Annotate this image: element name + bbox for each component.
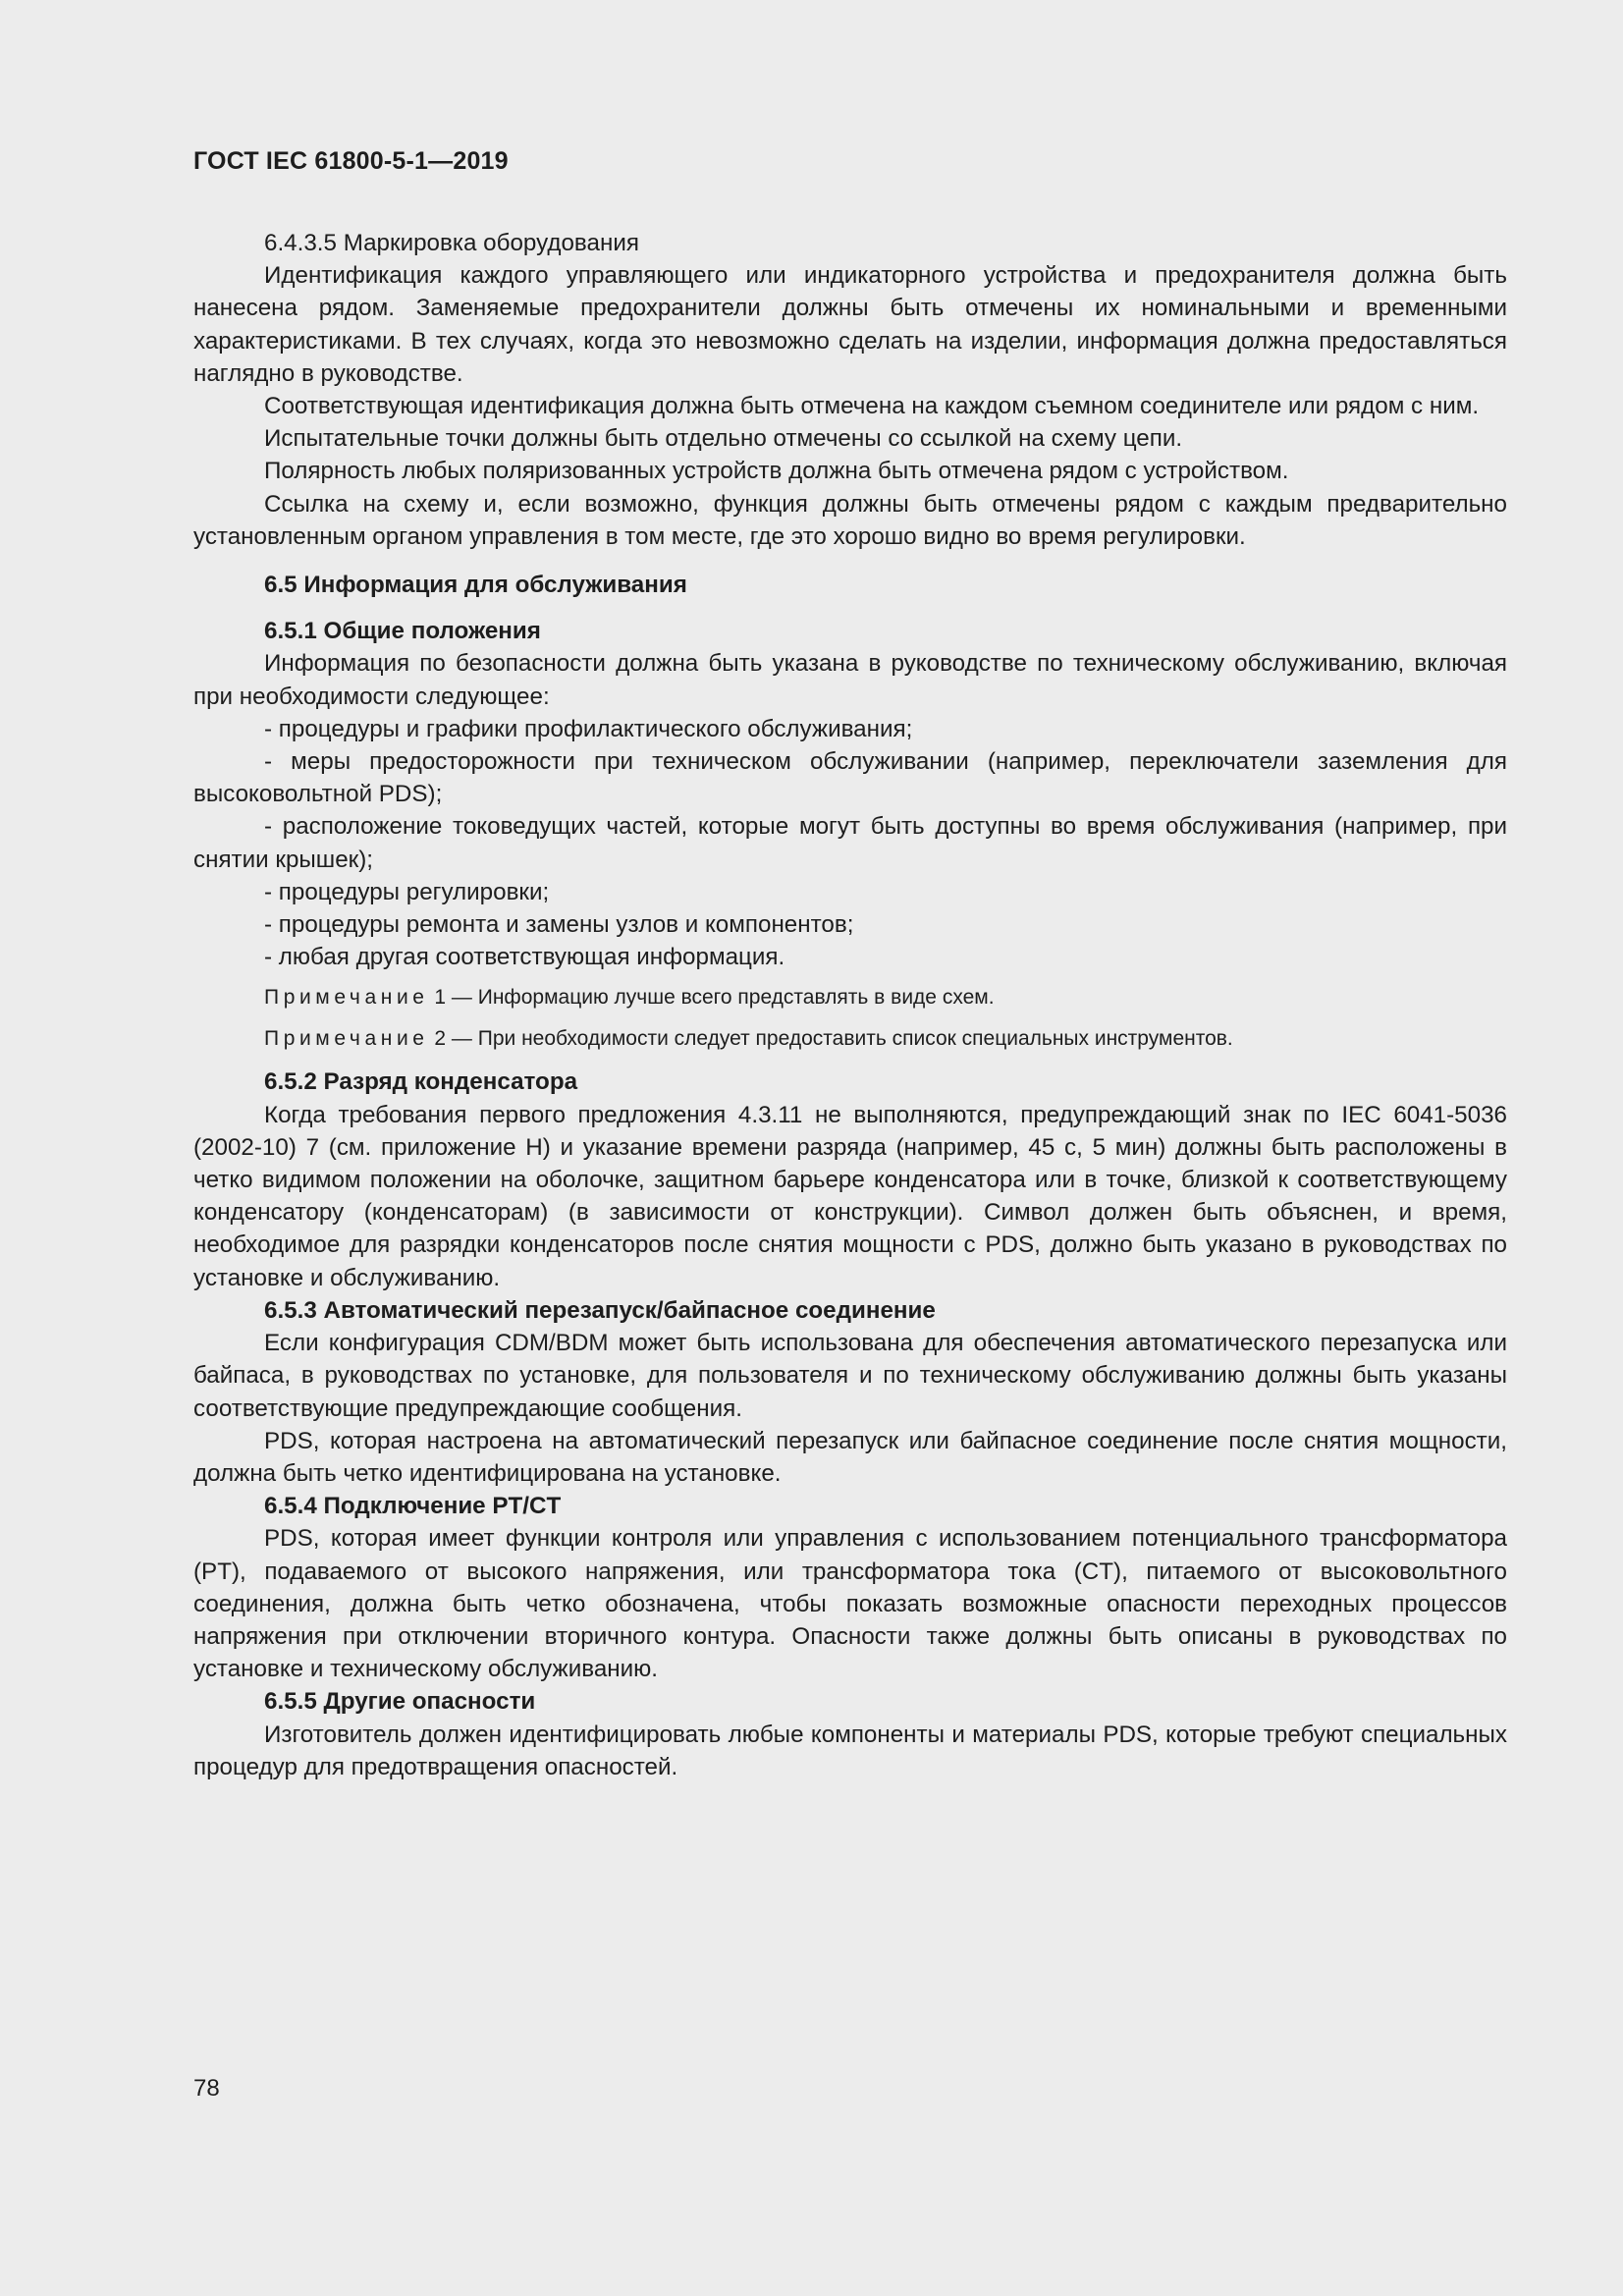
list-item: - меры предосторожности при техническом обслуживании (например, переключатели заземления для высоковольтной PDS); [193, 748, 1507, 808]
note-2-text: 2 — При необходимости следует предоставить список специальных инструментов. [428, 1027, 1233, 1051]
section-6-5-3-paragraph-1: Если конфигурация CDM/BDM может быть использована для обеспечения автоматического перезапуска или байпаса, в руководствах по установке, для пользователя и по техническому обслуживанию должны быть указаны соответствующие предупреждающие сообщения. [193, 1330, 1507, 1422]
list-item: - процедуры ремонта и замены узлов и компонентов; [264, 911, 854, 939]
list-item: - расположение токоведущих частей, которые могут быть доступны во время обслуживания (например, при снятии крышек); [193, 813, 1507, 873]
clause-6-4-3-5-paragraph-4: Полярность любых поляризованных устройств должна быть отмечена рядом с устройством. [264, 458, 1289, 485]
clause-6-4-3-5-paragraph-3: Испытательные точки должны быть отдельно отмечены со ссылкой на схему цепи. [264, 425, 1183, 453]
document-body [193, 227, 1507, 1783]
section-6-5-1-title: 6.5.1 Общие положения [264, 618, 541, 645]
section-6-5-5-title: 6.5.5 Другие опасности [264, 1688, 536, 1716]
section-6-5-title: 6.5 Информация для обслуживания [264, 572, 687, 599]
page-number: 78 [193, 2075, 220, 2102]
section-6-5-5-paragraph-1: Изготовитель должен идентифицировать любые компоненты и материалы PDS, которые требуют специальных процедур для предотвращения опасностей. [193, 1721, 1507, 1780]
list-item: - процедуры и графики профилактического обслуживания; [264, 715, 913, 742]
note-1-text: 1 — Информацию лучше всего представлять в виде схем. [428, 986, 995, 1010]
section-6-5-1-intro: Информация по безопасности должна быть указана в руководстве по техническому обслуживанию, включая при необходимости следующее: [193, 650, 1507, 710]
section-6-5-4-paragraph-1: PDS, которая имеет функции контроля или управления с использованием потенциального трансформатора (PT), подаваемого от высокого напряжения, или трансформатора тока (CT), питаемого от высоковольтного соединения, должна быть четко обозначена, чтобы показать возможные опасности переходных процессов напряжения при отключении вторичного контура. Опасности также должны быть описаны в руководствах по установке и техническому обслуживанию. [193, 1525, 1507, 1683]
clause-6-4-3-5-title: 6.4.3.5 Маркировка оборудования [264, 230, 639, 256]
note-2 [193, 1024, 1507, 1054]
section-6-5-3-title: 6.5.3 Автоматический перезапуск/байпасное соединение [264, 1296, 936, 1324]
note-1 [193, 983, 1507, 1012]
section-6-5-2-title: 6.5.2 Разряд конденсатора [264, 1068, 578, 1096]
document-code-header: ГОСТ IEC 61800-5-1—2019 [193, 147, 509, 175]
section-6-5-2-paragraph-1: Когда требования первого предложения 4.3.11 не выполняются, предупреждающий знак по IEC 6041-5036 (2002-10) 7 (см. приложение Н) и указание времени разряда (например, 45 с, 5 мин) должны быть расположены в четко видимом положении на оболочке, защитном барьере конденсатора или в точке, близкой к соответствующему конденсатору (конденсаторам) (в зависимости от конструкции). Символ должен быть объяснен, и время, необходимое для разрядки конденсаторов после снятия мощности с PDS, должно быть указано в руководствах по установке и обслуживанию. [193, 1101, 1507, 1291]
list-item: - любая другая соответствующая информация. [264, 944, 785, 971]
clause-6-4-3-5-paragraph-1: Идентификация каждого управляющего или индикаторного устройства и предохранителя должна быть нанесена рядом. Заменяемые предохранители должны быть отмечены их номинальными и временными характеристиками. В тех случаях, когда это невозможно сделать на изделии, информация должна предоставляться наглядно в руководстве. [193, 262, 1507, 387]
clause-6-4-3-5-paragraph-2: Соответствующая идентификация должна быть отмечена на каждом съемном соединителе или рядом с ним. [264, 393, 1480, 420]
section-6-5-3-paragraph-2: PDS, которая настроена на автоматический перезапуск или байпасное соединение после снятия мощности, должна быть четко идентифицирована на установке. [193, 1427, 1507, 1487]
clause-6-4-3-5-paragraph-5: Ссылка на схему и, если возможно, функция должны быть отмечены рядом с каждым предварительно установленным органом управления в том месте, где это хорошо видно во время регулировки. [193, 490, 1507, 550]
section-6-5-4-title: 6.5.4 Подключение PT/CT [264, 1493, 562, 1520]
list-item: - процедуры регулировки; [264, 878, 550, 905]
note-2-label: Примечание [264, 1027, 429, 1051]
note-1-label: Примечание [264, 986, 429, 1010]
